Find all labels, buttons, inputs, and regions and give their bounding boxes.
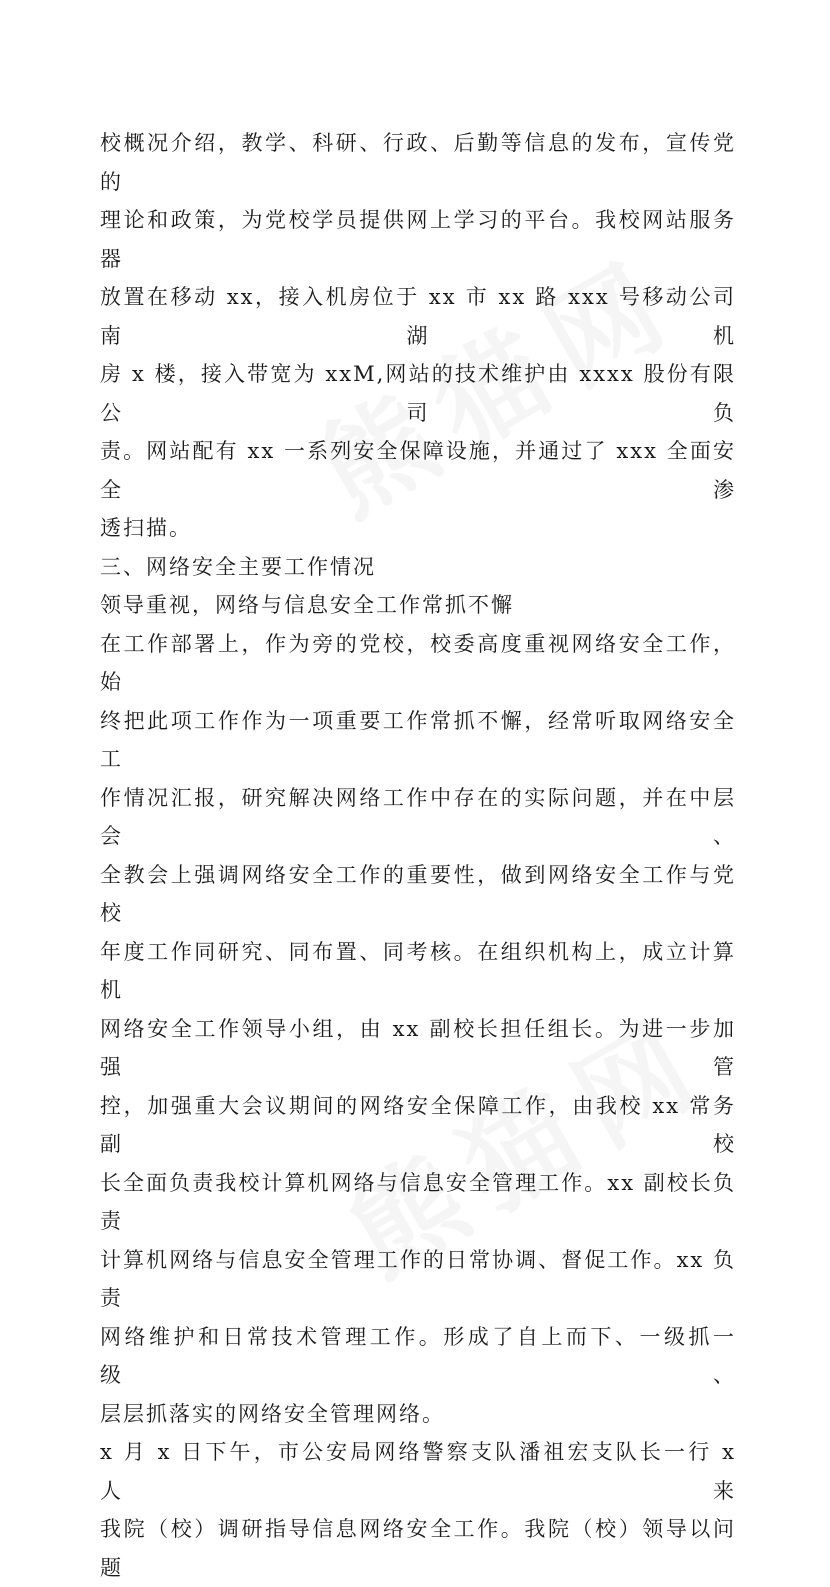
text-line: 透扫描。 bbox=[100, 516, 192, 540]
text-line: 长全面负责我校计算机网络与信息安全管理工作。xx 副校长负责 bbox=[100, 1170, 736, 1233]
text-line: 控，加强重大会议期间的网络安全保障工作，由我校 xx 常务副校 bbox=[100, 1093, 736, 1156]
text-line: 校概况介绍，教学、科研、行政、后勤等信息的发布，宣传党的 bbox=[100, 131, 736, 194]
subsection-heading: 领导重视，网络与信息安全工作常抓不懈 bbox=[100, 593, 514, 617]
text-line: x 月 x 日下午，市公安局网络警察支队潘祖宏支队长一行 x 人来 bbox=[100, 1440, 736, 1503]
text-line: 网络维护和日常技术管理工作。形成了自上而下、一级抓一级、 bbox=[100, 1324, 736, 1387]
text-line: 责。网站配有 xx 一系列安全保障设施，并通过了 xxx 全面安全渗 bbox=[100, 439, 736, 502]
text-line: 房 x 楼，接入带宽为 xxM,网站的技术维护由 xxxx 股份有限公司负 bbox=[100, 362, 736, 425]
text-line: 计算机网络与信息安全管理工作的日常协调、督促工作。xx 负责 bbox=[100, 1247, 736, 1310]
text-line: 在工作部署上，作为旁的党校，校委高度重视网络安全工作，始 bbox=[100, 631, 736, 694]
document-body bbox=[100, 124, 736, 1587]
text-line: 理论和政策，为党校学员提供网上学习的平台。我校网站服务器 bbox=[100, 208, 736, 271]
text-line: 网络安全工作领导小组，由 xx 副校长担任组长。为进一步加强管 bbox=[100, 1016, 736, 1079]
text-line: 层层抓落实的网络安全管理网络。 bbox=[100, 1401, 445, 1426]
text-line: 全教会上强调网络安全工作的重要性，做到网络安全工作与党校 bbox=[100, 862, 736, 925]
section-heading: 三、网络安全主要工作情况 bbox=[100, 554, 376, 579]
text-line: 放置在移动 xx，接入机房位于 xx 市 xx 路 xxx 号移动公司南湖机 bbox=[100, 285, 736, 348]
text-line: 作情况汇报，研究解决网络工作中存在的实际问题，并在中层会、 bbox=[100, 785, 736, 848]
text-line: 年度工作同研究、同布置、同考核。在组织机构上，成立计算机 bbox=[100, 939, 736, 1002]
text-line: 终把此项工作作为一项重要工作常抓不懈，经常听取网络安全工 bbox=[100, 708, 736, 771]
text-line: 我院（校）调研指导信息网络安全工作。我院（校）领导以问题 bbox=[100, 1517, 736, 1580]
